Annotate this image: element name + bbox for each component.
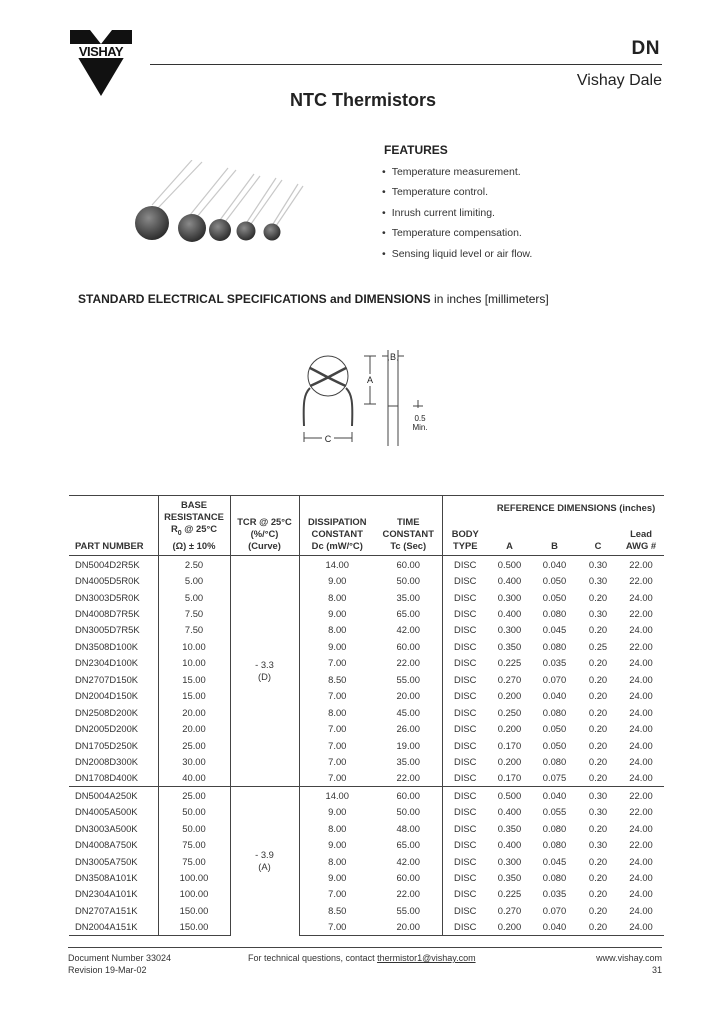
lead-awg-cell: 24.00 — [629, 822, 653, 834]
lead-awg-cell: 24.00 — [629, 624, 653, 636]
spec-heading — [78, 292, 549, 306]
dim-b-cell: 0.050 — [542, 575, 567, 587]
dissipation-cell: 8.50 — [299, 671, 375, 687]
part-number-cell: DN2508D200K — [75, 706, 139, 718]
dim-b-cell: 0.040 — [531, 919, 578, 936]
dim-min-value: 0.5 — [414, 414, 426, 423]
body-type-cell: DISC — [442, 671, 488, 687]
dim-c-cell: 0.20 — [588, 706, 608, 718]
dissipation-cell: 7.00 — [299, 737, 375, 753]
resistance-cell: 20.00 — [158, 704, 230, 720]
resistance-cell: 40.00 — [158, 770, 230, 787]
dissipation-cell: 7.00 — [299, 753, 375, 769]
dim-a-cell: 0.200 — [488, 919, 531, 936]
spec-table-body — [69, 556, 664, 936]
dim-b-cell: 0.080 — [542, 872, 567, 884]
table-row — [69, 638, 664, 654]
dim-a-cell: 0.170 — [497, 739, 522, 751]
dissipation-cell: 8.50 — [299, 902, 375, 918]
dim-b-cell: 0.050 — [542, 591, 567, 603]
part-number-cell: DN1708D400K — [75, 772, 139, 784]
body-type-cell: DISC — [442, 556, 488, 573]
lead-awg-cell: 24.00 — [629, 673, 653, 685]
dissipation-cell: 7.00 — [299, 688, 375, 704]
lead-awg-cell: 24.00 — [629, 706, 653, 718]
dim-c-cell: 0.20 — [588, 772, 608, 784]
thermistor-photo — [130, 160, 335, 255]
dim-b-cell: 0.075 — [542, 772, 567, 784]
logo-text: VISHAY — [78, 44, 124, 59]
part-number-cell: DN3005A750K — [75, 855, 138, 867]
col-lead-awg: Lead AWG # — [618, 517, 664, 556]
features-title: FEATURES — [384, 143, 448, 157]
dim-c-cell: 0.20 — [588, 888, 608, 900]
revision: Revision 19-Mar-02 — [68, 965, 147, 975]
time-constant-cell: 48.00 — [396, 822, 420, 834]
time-constant-cell: 60.00 — [396, 558, 420, 570]
page-title: NTC Thermistors — [290, 90, 437, 110]
table-row — [69, 589, 664, 605]
part-number-cell: DN5004D2R5K — [75, 558, 140, 570]
table-row — [69, 770, 664, 787]
dim-a-cell: 0.200 — [497, 723, 522, 735]
lead-awg-cell: 24.00 — [629, 888, 653, 900]
part-number-cell: DN2004D150K — [75, 690, 139, 702]
tcr-value: - 3.9 — [255, 849, 274, 861]
dim-min-label: Min. — [412, 423, 428, 432]
lead-awg-cell: 22.00 — [629, 575, 653, 587]
part-number-cell: DN2008D300K — [75, 755, 139, 767]
lead-awg-cell: 24.00 — [629, 739, 653, 751]
dim-b-cell: 0.045 — [542, 624, 567, 636]
resistance-cell: 50.00 — [158, 820, 230, 836]
resistance-cell: 150.00 — [158, 902, 230, 918]
dim-c-cell: 0.20 — [588, 624, 608, 636]
dissipation-cell: 9.00 — [299, 605, 375, 621]
dim-a-cell: 0.400 — [497, 575, 522, 587]
lead-awg-cell: 24.00 — [629, 904, 653, 916]
dim-b-cell: 0.040 — [542, 558, 567, 570]
dissipation-cell: 8.00 — [299, 704, 375, 720]
dim-a-cell: 0.500 — [497, 789, 522, 801]
col-tcr: TCR @ 25°C (%/°C) (Curve) — [230, 496, 299, 556]
dissipation-cell: 7.00 — [299, 720, 375, 736]
dim-c-cell: 0.20 — [588, 723, 608, 735]
dim-c-cell: 0.25 — [588, 640, 608, 652]
dissipation-cell: 8.00 — [299, 622, 375, 638]
time-constant-cell: 22.00 — [396, 657, 420, 669]
table-row — [69, 753, 664, 769]
dissipation-cell: 7.00 — [299, 655, 375, 671]
lead-awg-cell: 24.00 — [629, 772, 653, 784]
col-dim-b: B — [531, 517, 578, 556]
col-dim-a: A — [488, 517, 531, 556]
dim-b-cell: 0.080 — [542, 608, 567, 620]
body-type-cell: DISC — [442, 869, 488, 885]
resistance-cell: 50.00 — [158, 804, 230, 820]
tcr-cell — [230, 787, 299, 936]
dissipation-cell: 7.00 — [299, 919, 375, 936]
part-number-cell: DN3508D100K — [75, 640, 139, 652]
dim-c-cell: 0.20 — [588, 690, 608, 702]
dim-c-cell: 0.20 — [588, 591, 608, 603]
dissipation-cell: 14.00 — [299, 787, 375, 804]
time-constant-cell: 60.00 — [396, 640, 420, 652]
resistance-cell: 25.00 — [158, 737, 230, 753]
table-row — [69, 737, 664, 753]
dim-a-cell: 0.350 — [497, 822, 522, 834]
feature-item: • Temperature compensation. — [382, 226, 532, 246]
dim-c-cell: 0.30 — [588, 608, 608, 620]
dim-a-cell: 0.400 — [497, 608, 522, 620]
time-constant-cell: 42.00 — [396, 855, 420, 867]
dim-c-cell: 0.20 — [588, 673, 608, 685]
spec-heading-units: in inches [millimeters] — [430, 292, 549, 306]
time-constant-cell: 35.00 — [396, 755, 420, 767]
dim-c-cell: 0.30 — [588, 839, 608, 851]
resistance-cell: 20.00 — [158, 720, 230, 736]
table-row — [69, 820, 664, 836]
time-constant-cell: 50.00 — [396, 575, 420, 587]
dissipation-cell: 8.00 — [299, 853, 375, 869]
product-code: DN — [631, 38, 660, 59]
dim-a-cell: 0.225 — [497, 888, 522, 900]
dim-a-cell: 0.400 — [497, 839, 522, 851]
dim-c-cell: 0.20 — [588, 855, 608, 867]
vishay-logo — [68, 28, 134, 98]
dissipation-cell: 7.00 — [299, 770, 375, 787]
dim-c-cell: 0.20 — [588, 657, 608, 669]
brand-name: Vishay Dale — [576, 72, 662, 89]
dim-a-cell: 0.350 — [497, 640, 522, 652]
dim-a-cell: 0.170 — [497, 772, 522, 784]
dimension-diagram — [298, 346, 443, 451]
footer-rule — [68, 947, 662, 948]
part-number-cell: DN2304D100K — [75, 657, 139, 669]
resistance-cell: 5.00 — [158, 572, 230, 588]
body-type-cell: DISC — [442, 787, 488, 804]
resistance-cell: 150.00 — [158, 919, 230, 936]
time-constant-cell: 26.00 — [396, 723, 420, 735]
col-dissipation: DISSIPATION CONSTANT Dc (mW/°C) — [299, 496, 375, 556]
body-type-cell: DISC — [442, 770, 488, 787]
time-constant-cell: 20.00 — [396, 690, 420, 702]
resistance-cell: 75.00 — [158, 853, 230, 869]
dim-b-cell: 0.045 — [542, 855, 567, 867]
body-type-cell: DISC — [442, 902, 488, 918]
table-row — [69, 622, 664, 638]
part-number-cell: DN4008D7R5K — [75, 608, 140, 620]
dim-a-cell: 0.270 — [497, 904, 522, 916]
part-number-cell: DN3003A500K — [75, 822, 138, 834]
time-constant-cell: 20.00 — [375, 919, 442, 936]
body-type-cell: DISC — [442, 853, 488, 869]
body-type-cell: DISC — [442, 572, 488, 588]
feature-item: • Sensing liquid level or air flow. — [382, 247, 532, 267]
dim-a-cell: 0.270 — [497, 673, 522, 685]
table-row — [69, 704, 664, 720]
dim-b-cell: 0.080 — [542, 822, 567, 834]
part-number-cell: DN4005A500K — [75, 806, 138, 818]
body-type-cell: DISC — [442, 589, 488, 605]
dim-c-cell: 0.30 — [588, 575, 608, 587]
body-type-cell: DISC — [442, 886, 488, 902]
lead-awg-cell: 22.00 — [629, 789, 653, 801]
dim-label-a: A — [366, 375, 374, 385]
body-type-cell: DISC — [442, 655, 488, 671]
dim-b-cell: 0.050 — [542, 723, 567, 735]
col-time-constant: TIME CONSTANT Tc (Sec) — [375, 496, 442, 556]
col-dim-c: C — [578, 517, 618, 556]
lead-awg-cell: 24.00 — [629, 657, 653, 669]
part-number-cell: DN2707D150K — [75, 673, 139, 685]
col-part-number: PART NUMBER — [69, 496, 158, 556]
spec-heading-bold: STANDARD ELECTRICAL SPECIFICATIONS and DIMENSIONS — [78, 292, 431, 306]
lead-awg-cell: 24.00 — [629, 690, 653, 702]
page-number: 31 — [651, 965, 662, 975]
table-row — [69, 605, 664, 621]
time-constant-cell: 65.00 — [396, 839, 420, 851]
dim-b-cell: 0.080 — [542, 839, 567, 851]
dim-label-c: C — [324, 434, 332, 444]
dim-c-cell: 0.30 — [588, 806, 608, 818]
dissipation-cell: 9.00 — [299, 638, 375, 654]
dim-b-cell: 0.055 — [542, 806, 567, 818]
spec-table — [69, 495, 664, 936]
contact: For technical questions, contact thermistor1@vishay.com — [248, 953, 476, 963]
dim-b-cell: 0.080 — [542, 706, 567, 718]
part-number-cell: DN3005D7R5K — [75, 624, 140, 636]
table-row — [69, 886, 664, 902]
body-type-cell: DISC — [442, 688, 488, 704]
col-body-type: BODY TYPE — [442, 496, 488, 556]
part-number-cell: DN4005D5R0K — [75, 575, 140, 587]
table-row — [69, 671, 664, 687]
part-number-cell: DN2707A151K — [75, 904, 138, 916]
body-type-cell: DISC — [442, 737, 488, 753]
table-row — [69, 902, 664, 918]
table-row — [69, 688, 664, 704]
contact-email-link[interactable]: thermistor1@vishay.com — [377, 953, 476, 963]
dissipation-cell: 7.00 — [299, 886, 375, 902]
part-number-cell: DN1705D250K — [75, 739, 139, 751]
table-row — [69, 853, 664, 869]
lead-awg-cell: 24.00 — [629, 723, 653, 735]
dissipation-cell: 9.00 — [299, 836, 375, 852]
resistance-cell: 7.50 — [158, 605, 230, 621]
dim-a-cell: 0.500 — [497, 558, 522, 570]
dim-c-cell: 0.20 — [588, 739, 608, 751]
body-type-cell: DISC — [442, 720, 488, 736]
body-type-cell: DISC — [442, 605, 488, 621]
dim-label-b: B — [389, 352, 397, 362]
header-rule — [150, 64, 662, 65]
dim-b-cell: 0.040 — [542, 690, 567, 702]
lead-awg-cell: 24.00 — [629, 591, 653, 603]
table-row — [69, 655, 664, 671]
table-row — [69, 787, 664, 804]
resistance-cell: 7.50 — [158, 622, 230, 638]
time-constant-cell: 35.00 — [396, 591, 420, 603]
part-number-cell: DN4008A750K — [75, 839, 138, 851]
resistance-cell: 2.50 — [158, 556, 230, 573]
resistance-cell: 30.00 — [158, 753, 230, 769]
col-base-resistance: BASE RESISTANCE $R_0$ @ 25°C (Ω) ± 10% — [158, 496, 230, 556]
resistance-cell: 10.00 — [158, 655, 230, 671]
features-list — [382, 165, 532, 267]
part-number-cell: DN2004A151K — [69, 919, 158, 936]
time-constant-cell: 55.00 — [396, 904, 420, 916]
dim-b-cell: 0.035 — [542, 657, 567, 669]
part-number-cell: DN3003D5R0K — [75, 591, 140, 603]
dim-a-cell: 0.225 — [497, 657, 522, 669]
feature-item: • Temperature control. — [382, 185, 532, 205]
table-row — [69, 556, 664, 573]
time-constant-cell: 60.00 — [396, 789, 420, 801]
time-constant-cell: 50.00 — [396, 806, 420, 818]
table-row — [69, 804, 664, 820]
dissipation-cell: 9.00 — [299, 804, 375, 820]
time-constant-cell: 22.00 — [396, 772, 420, 784]
dim-b-cell: 0.050 — [542, 739, 567, 751]
dim-a-cell: 0.200 — [497, 690, 522, 702]
dim-a-cell: 0.400 — [497, 806, 522, 818]
resistance-cell: 100.00 — [158, 886, 230, 902]
dissipation-cell: 8.00 — [299, 820, 375, 836]
body-type-cell: DISC — [442, 704, 488, 720]
time-constant-cell: 60.00 — [396, 872, 420, 884]
table-row — [69, 919, 664, 936]
dim-b-cell: 0.080 — [542, 755, 567, 767]
dissipation-cell: 9.00 — [299, 572, 375, 588]
dim-b-cell: 0.035 — [542, 888, 567, 900]
dim-a-cell: 0.300 — [497, 591, 522, 603]
dim-b-cell: 0.040 — [542, 789, 567, 801]
time-constant-cell: 22.00 — [396, 888, 420, 900]
feature-item: • Inrush current limiting. — [382, 206, 532, 226]
part-number-cell: DN3508A101K — [75, 872, 138, 884]
time-constant-cell: 19.00 — [396, 739, 420, 751]
dim-b-cell: 0.080 — [542, 640, 567, 652]
dim-a-cell: 0.300 — [497, 624, 522, 636]
body-type-cell: DISC — [442, 753, 488, 769]
lead-awg-cell: 22.00 — [629, 839, 653, 851]
document-number: Document Number 33024 — [68, 953, 172, 963]
dim-b-cell: 0.070 — [542, 673, 567, 685]
dissipation-cell: 14.00 — [299, 556, 375, 573]
tcr-value: - 3.3 — [255, 659, 274, 671]
dissipation-cell: 8.00 — [299, 589, 375, 605]
dim-a-cell: 0.200 — [497, 755, 522, 767]
time-constant-cell: 65.00 — [396, 608, 420, 620]
dim-c-cell: 0.20 — [588, 872, 608, 884]
dissipation-cell: 9.00 — [299, 869, 375, 885]
body-type-cell: DISC — [442, 919, 488, 936]
website: www.vishay.com — [596, 953, 662, 963]
body-type-cell: DISC — [442, 622, 488, 638]
time-constant-cell: 45.00 — [396, 706, 420, 718]
lead-awg-cell: 24.00 — [629, 755, 653, 767]
dim-b-cell: 0.070 — [542, 904, 567, 916]
resistance-cell: 10.00 — [158, 638, 230, 654]
table-row — [69, 720, 664, 736]
feature-item: • Temperature measurement. — [382, 165, 532, 185]
lead-awg-cell: 22.00 — [629, 558, 653, 570]
dim-c-cell: 0.20 — [588, 755, 608, 767]
tcr-curve: (A) — [258, 861, 271, 873]
lead-awg-cell: 22.00 — [629, 640, 653, 652]
tcr-curve: (D) — [257, 671, 271, 683]
dim-c-cell: 0.30 — [588, 789, 608, 801]
lead-awg-cell: 24.00 — [618, 919, 664, 936]
body-type-cell: DISC — [442, 820, 488, 836]
body-type-cell: DISC — [442, 638, 488, 654]
resistance-cell: 15.00 — [158, 688, 230, 704]
dim-a-cell: 0.250 — [497, 706, 522, 718]
table-row — [69, 572, 664, 588]
lead-awg-cell: 22.00 — [629, 608, 653, 620]
lead-awg-cell: 24.00 — [629, 855, 653, 867]
resistance-cell: 5.00 — [158, 589, 230, 605]
dim-c-cell: 0.20 — [588, 822, 608, 834]
resistance-cell: 75.00 — [158, 836, 230, 852]
resistance-cell: 100.00 — [158, 869, 230, 885]
lead-awg-cell: 24.00 — [629, 872, 653, 884]
part-number-cell: DN2005D200K — [75, 723, 139, 735]
dim-c-cell: 0.30 — [588, 558, 608, 570]
body-type-cell: DISC — [442, 804, 488, 820]
dim-c-cell: 0.20 — [578, 919, 618, 936]
resistance-cell: 15.00 — [158, 671, 230, 687]
part-number-cell: DN2304A101K — [75, 888, 138, 900]
body-type-cell: DISC — [442, 836, 488, 852]
dim-a-cell: 0.300 — [497, 855, 522, 867]
resistance-cell: 25.00 — [158, 787, 230, 804]
dim-a-cell: 0.350 — [497, 872, 522, 884]
col-reference-dimensions: REFERENCE DIMENSIONS (inches) — [488, 496, 664, 518]
table-row — [69, 869, 664, 885]
time-constant-cell: 42.00 — [396, 624, 420, 636]
part-number-cell: DN5004A250K — [75, 789, 138, 801]
dim-c-cell: 0.20 — [588, 904, 608, 916]
table-row — [69, 836, 664, 852]
tcr-cell — [230, 556, 299, 787]
lead-awg-cell: 22.00 — [629, 806, 653, 818]
time-constant-cell: 55.00 — [396, 673, 420, 685]
